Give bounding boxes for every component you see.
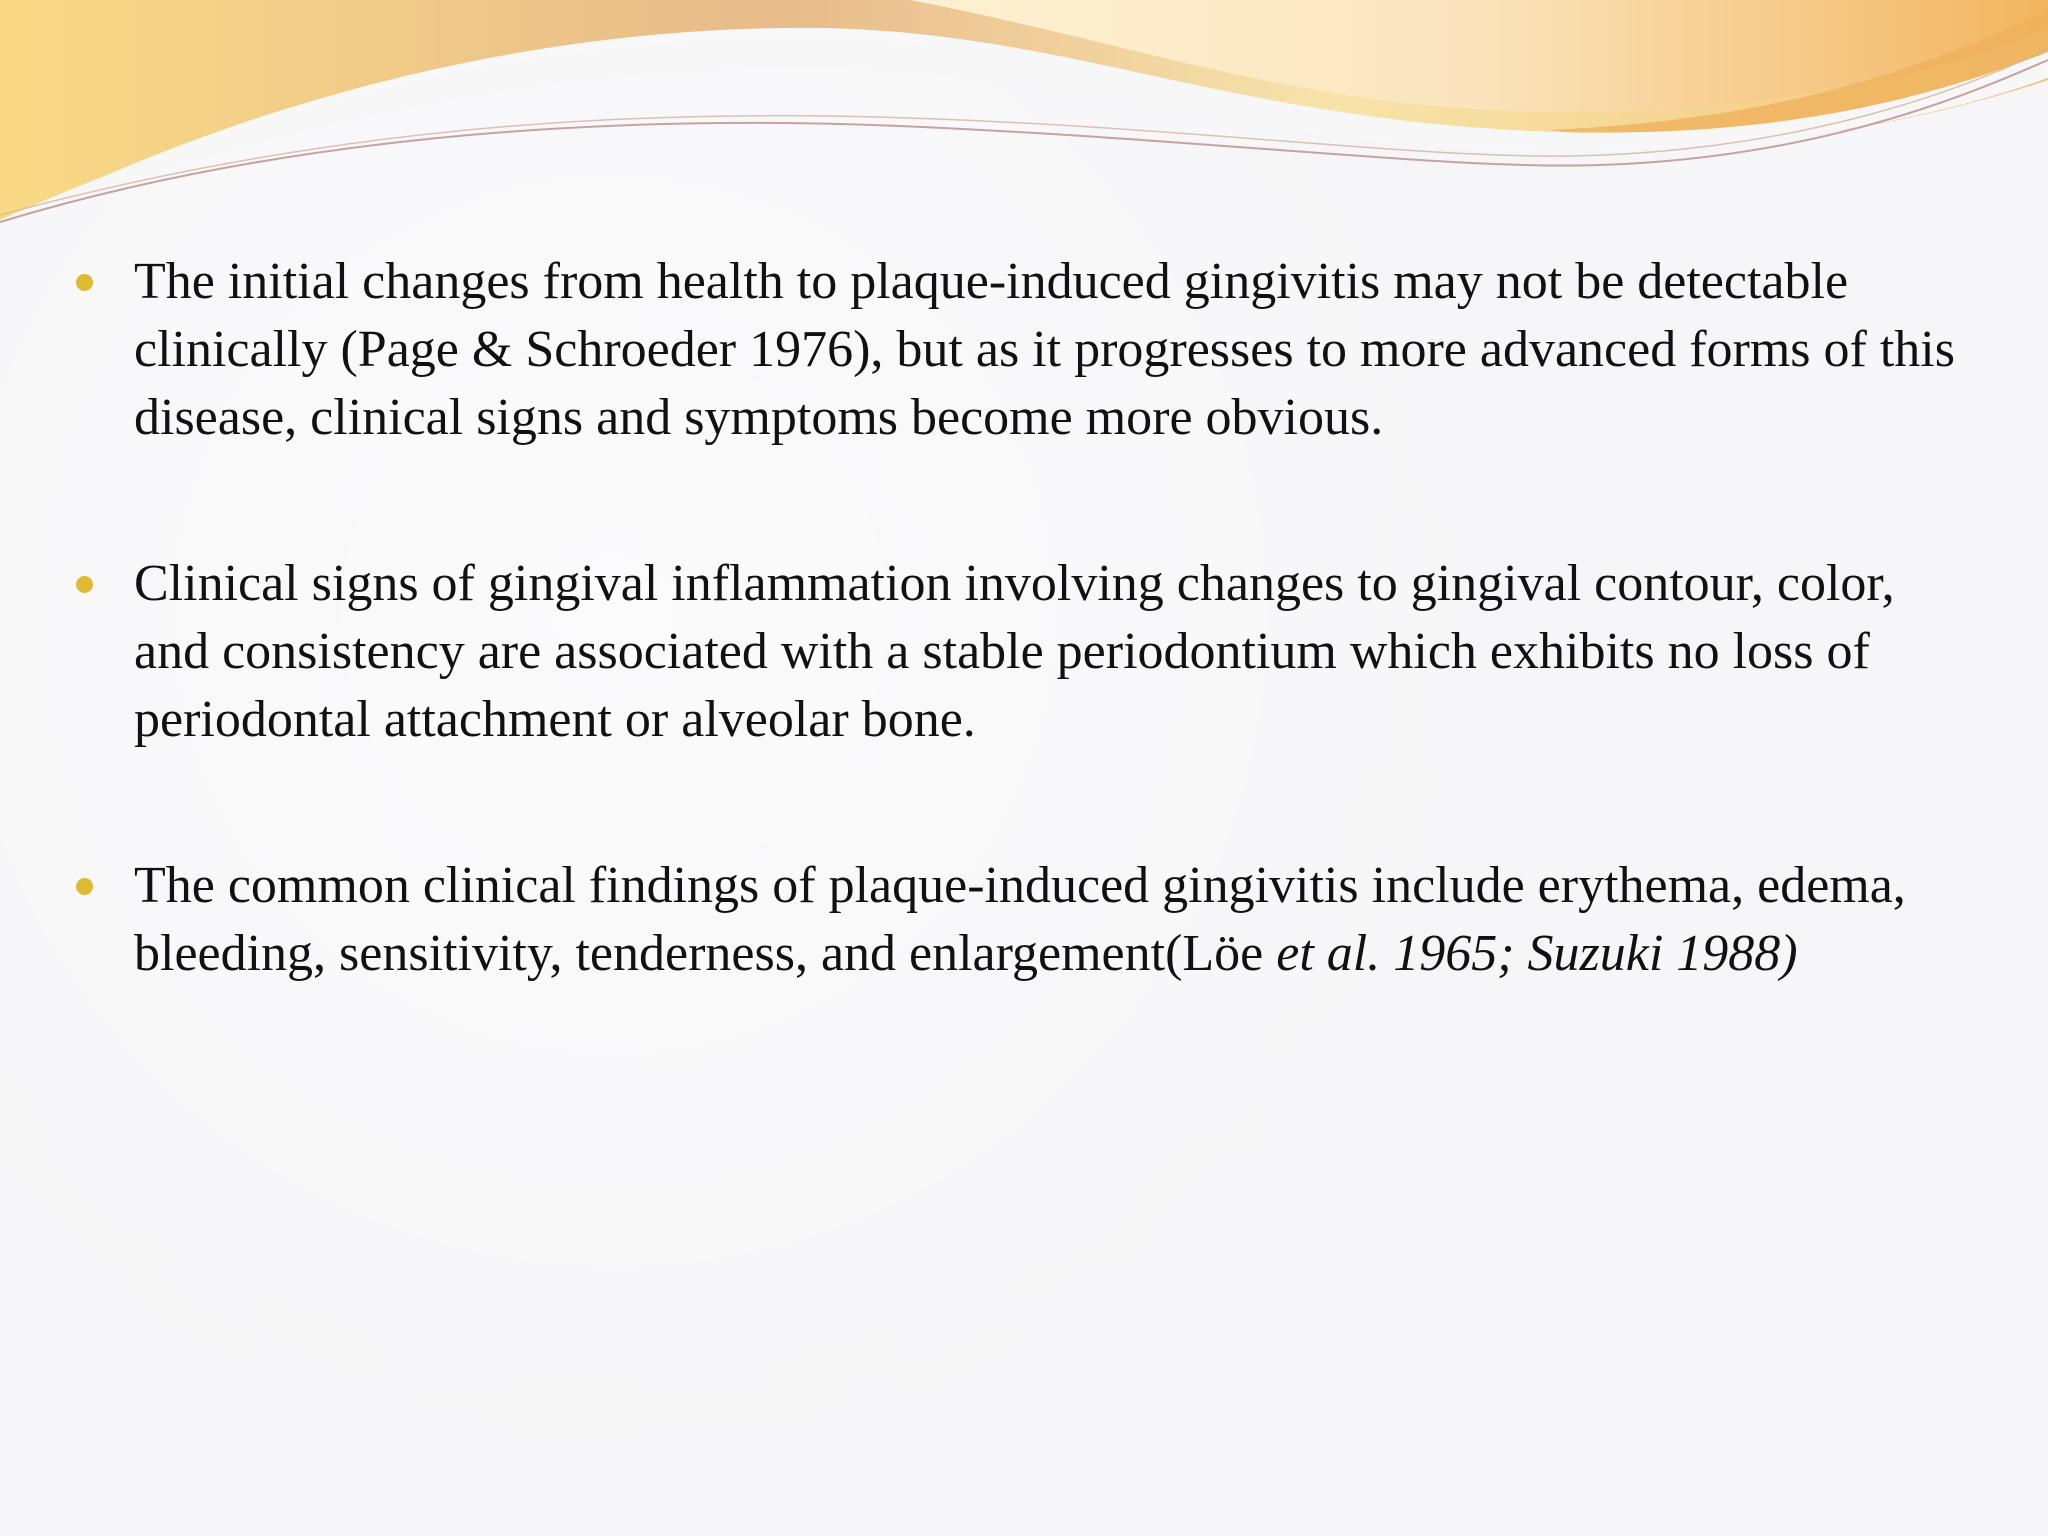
bullet-icon xyxy=(76,576,93,593)
citation-text: et al. 1965; Suzuki 1988) xyxy=(1276,925,1798,982)
slide-content xyxy=(70,248,1970,1086)
bullet-list xyxy=(70,248,1970,988)
bullet-icon xyxy=(76,878,93,895)
bullet-text: The initial changes from health to plaque-induced gingivitis may not be detectable clinically (Page & Schroeder 1976), but as it progresses to more advanced forms of this disease, clinical signs and symptoms become more obvious. xyxy=(134,253,1955,446)
decorative-top-wave xyxy=(0,0,2048,240)
bullet-text: Clinical signs of gingival inflammation involving changes to gingival contour, color, and consistency are associated with a stable periodontium which exhibits no loss of periodontal attachment or alveolar bone. xyxy=(134,555,1895,748)
bullet-item xyxy=(70,248,1970,452)
bullet-item xyxy=(70,550,1970,754)
bullet-icon xyxy=(76,274,93,291)
bullet-text-main: The common clinical findings of plaque-induced gingivitis include erythema, edema, bleeding, sensitivity, tenderness, and enlargement(Löe xyxy=(134,857,1906,982)
bullet-item xyxy=(70,852,1970,988)
